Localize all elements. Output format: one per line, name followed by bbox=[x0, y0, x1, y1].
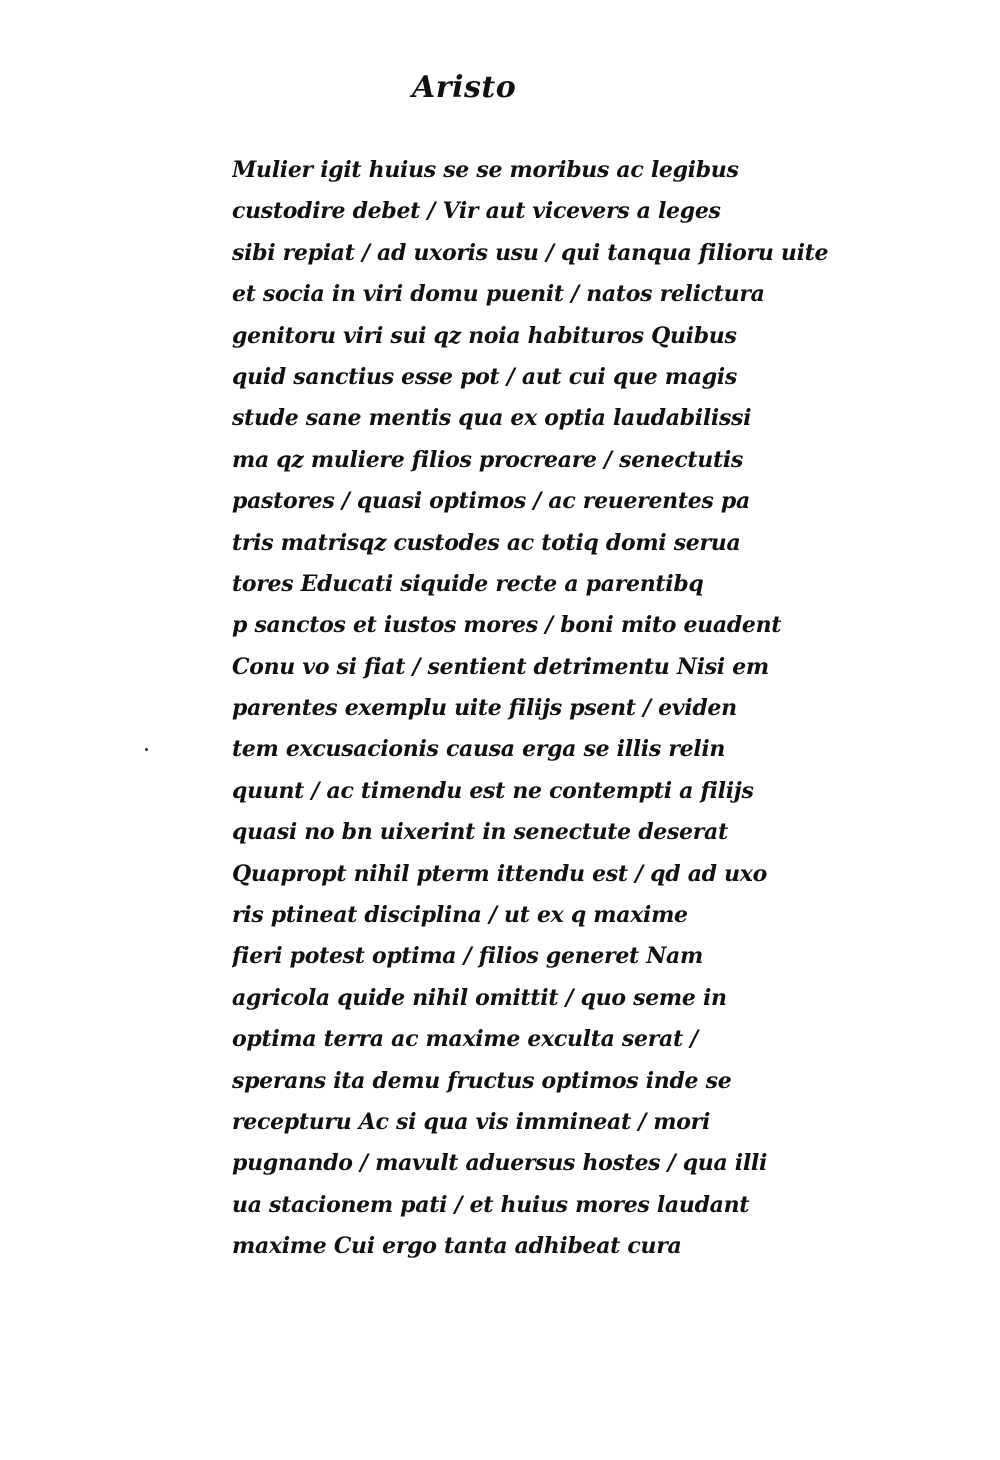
manuscript-text-block bbox=[232, 150, 872, 1268]
manuscript-line: tris matrisqz custodes ac totiq domi serua bbox=[232, 529, 741, 556]
manuscript-line: et socia in viri domu puenit / natos relictura bbox=[232, 281, 765, 308]
manuscript-line: pastores / quasi optimos / ac reuerentes pa bbox=[232, 488, 750, 515]
manuscript-line: fieri potest optima / filios generet Nam bbox=[232, 943, 703, 970]
ink-speck bbox=[145, 748, 148, 751]
manuscript-line: p sanctos et iustos mores / boni mito euadent bbox=[232, 612, 782, 639]
manuscript-line: agricola quide nihil omittit / quo seme in bbox=[232, 984, 727, 1011]
manuscript-line: parentes exemplu uite filijs psent / eviden bbox=[232, 695, 737, 722]
manuscript-line: Mulier igit huius se se moribus ac legibus bbox=[232, 157, 739, 183]
manuscript-line: sibi repiat / ad uxoris usu / qui tanqua filioru uite bbox=[232, 239, 829, 266]
manuscript-line: tores Educati siquide recte a parentibq bbox=[232, 570, 704, 597]
manuscript-line: ma qz muliere filios procreare / senectutis bbox=[232, 446, 743, 473]
manuscript-line: quasi no bn uixerint in senectute deserat bbox=[232, 819, 728, 846]
manuscript-line: genitoru viri sui qz noia habituros Quibus bbox=[232, 322, 737, 349]
manuscript-line: quunt / ac timendu est ne contempti a filijs bbox=[232, 777, 754, 804]
manuscript-line: maxime Cui ergo tanta adhibeat cura bbox=[232, 1233, 682, 1260]
manuscript-line: stude sane mentis qua ex optia laudabilissi bbox=[232, 405, 752, 432]
manuscript-line: custodire debet / Vir aut vicevers a leges bbox=[232, 198, 721, 225]
manuscript-line: Conu vo si fiat / sentient detrimentu Nisi em bbox=[232, 653, 769, 680]
running-head: Aristo bbox=[412, 70, 517, 105]
manuscript-line: Quapropt nihil pterm ittendu est / qd ad uxo bbox=[232, 860, 767, 887]
manuscript-line: recepturu Ac si qua vis immineat / mori bbox=[232, 1108, 711, 1135]
manuscript-line: quid sanctius esse pot / aut cui que magis bbox=[232, 363, 737, 390]
manuscript-line: pugnando / mavult aduersus hostes / qua illi bbox=[232, 1150, 768, 1177]
manuscript-line: optima terra ac maxime exculta serat / bbox=[232, 1026, 698, 1053]
manuscript-line: tem excusacionis causa erga se illis relin bbox=[232, 736, 726, 763]
manuscript-line: ris ptineat disciplina / ut ex q maxime bbox=[232, 902, 688, 929]
manuscript-line: sperans ita demu fructus optimos inde se bbox=[232, 1067, 732, 1094]
manuscript-line: ua stacionem pati / et huius mores laudant bbox=[232, 1191, 750, 1218]
